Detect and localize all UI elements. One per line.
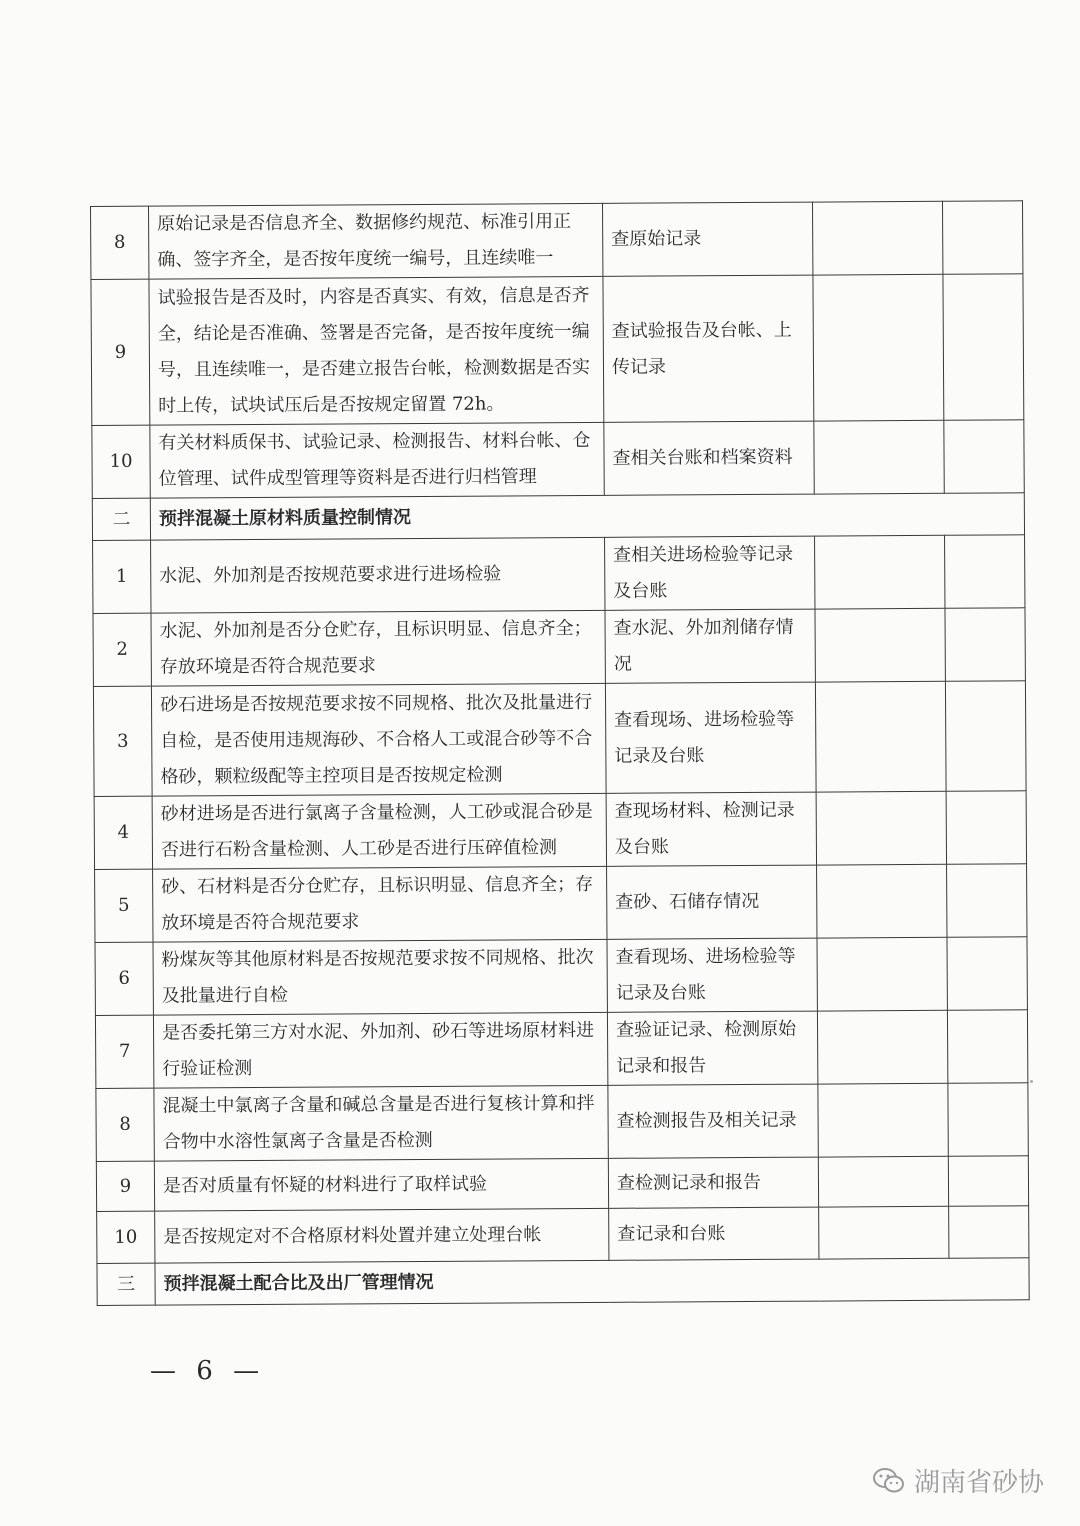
result-cell	[813, 274, 944, 421]
row-number: 三	[97, 1263, 155, 1305]
result-cell	[817, 864, 947, 938]
result-cell	[815, 681, 946, 792]
remark-cell	[947, 937, 1027, 1010]
result-cell	[817, 937, 947, 1011]
inspection-item: 粉煤灰等其他原材料是否按规范要求按不同规格、批次及批量进行自检	[153, 939, 607, 1015]
row-number: 8	[96, 1088, 154, 1161]
result-cell	[818, 1083, 948, 1157]
row-number: 10	[97, 1211, 155, 1263]
inspection-method: 查现场材料、检测记录及台账	[606, 792, 816, 866]
result-cell	[816, 791, 946, 865]
table-row	[96, 1156, 1028, 1212]
result-cell	[812, 201, 942, 275]
remark-cell	[946, 791, 1026, 864]
table-row	[95, 1010, 1027, 1089]
result-cell	[817, 1010, 947, 1084]
inspection-item: 试验报告是否及时，内容是否真实、有效，信息是否齐全，结论是否准确、签署是否完备，是否按年度统一编号，且连续唯一，是否建立报告台帐，检测数据是否实时上传，试块试压后是否按规定留置 72h。	[149, 276, 604, 425]
result-cell	[814, 420, 944, 494]
inspection-item: 水泥、外加剂是否按规范要求进行进场检验	[151, 537, 605, 613]
table-row	[97, 1206, 1029, 1264]
inspection-item: 有关材料质保书、试验记录、检测报告、材料台帐、仓位管理、试件成型管理等资料是否进行归档管理	[150, 422, 604, 498]
row-number: 7	[95, 1015, 153, 1088]
inspection-item: 是否委托第三方对水泥、外加剂、砂石等进场原材料进行验证检测	[153, 1012, 607, 1088]
inspection-method: 查水泥、外加剂储存情况	[605, 609, 815, 683]
table-row	[96, 1083, 1028, 1162]
row-number: 9	[91, 279, 150, 425]
row-number: 1	[93, 540, 151, 613]
remark-cell	[949, 1206, 1029, 1258]
inspection-item: 原始记录是否信息齐全、数据修约规范、标准引用正确、签字齐全，是否按年度统一编号，且连续唯一	[149, 203, 603, 279]
inspection-method: 查看现场、进场检验等记录及台账	[605, 682, 816, 793]
inspection-method: 查记录和台账	[609, 1207, 819, 1260]
page-number: — 6 —	[150, 1356, 266, 1386]
table-row	[91, 201, 1023, 280]
remark-cell	[942, 201, 1022, 274]
inspection-item: 砂石进场是否按规范要求按不同规格、批次及批量进行自检，是否使用违规海砂、不合格人工或混合砂等不合格砂，颗粒级配等主控项目是否按规定检测	[151, 683, 606, 796]
remark-cell	[944, 420, 1024, 493]
inspection-method: 查相关台账和档案资料	[604, 421, 814, 495]
result-cell	[819, 1206, 949, 1259]
inspection-item: 混凝土中氯离子含量和碱总含量是否进行复核计算和拌合物中水溶性氯离子含量是否检测	[154, 1085, 608, 1161]
watermark-text: 湖南省砂协	[914, 1468, 1045, 1498]
inspection-item: 砂、石材料是否分仓贮存，且标识明显、信息齐全；存放环境是否符合规范要求	[153, 866, 607, 942]
section-title: 预拌混凝土配合比及出厂管理情况	[155, 1258, 1029, 1305]
result-cell	[818, 1156, 948, 1207]
inspection-item: 是否按规定对不合格原材料处置并建立处理台帐	[155, 1208, 609, 1263]
row-number: 9	[96, 1161, 154, 1211]
table-row	[95, 864, 1027, 943]
inspection-method: 查验证记录、检测原始记录和报告	[607, 1011, 817, 1085]
watermark	[872, 1462, 1044, 1499]
inspection-method: 查相关进场检验等记录及台账	[605, 536, 815, 610]
checklist-table	[90, 200, 1030, 1306]
table-row	[92, 420, 1024, 499]
row-number: 4	[94, 796, 152, 869]
table-row	[93, 608, 1025, 687]
remark-cell	[945, 535, 1025, 608]
wechat-icon	[872, 1467, 906, 1495]
remark-cell	[943, 274, 1024, 420]
remark-cell	[947, 1010, 1027, 1083]
inspection-method: 查检测记录和报告	[608, 1157, 818, 1208]
table-row	[91, 274, 1024, 426]
row-number: 5	[95, 869, 153, 942]
table-row	[94, 791, 1026, 870]
row-number: 8	[91, 206, 149, 279]
remark-cell	[948, 1156, 1028, 1206]
remark-cell	[948, 1083, 1028, 1156]
inspection-method: 查砂、石储存情况	[607, 865, 817, 939]
inspection-item: 水泥、外加剂是否分仓贮存，且标识明显、信息齐全；存放环境是否符合规范要求	[151, 610, 605, 686]
row-number: 3	[93, 686, 152, 796]
table-row	[93, 535, 1025, 614]
result-cell	[815, 608, 945, 682]
remark-cell	[945, 608, 1025, 681]
inspection-method: 查看现场、进场检验等记录及台账	[607, 938, 817, 1012]
section-row	[97, 1258, 1029, 1306]
table-row	[93, 681, 1026, 797]
section-title: 预拌混凝土原材料质量控制情况	[150, 493, 1024, 540]
inspection-method: 查试验报告及台帐、上传记录	[603, 275, 814, 422]
row-number: 2	[93, 613, 151, 686]
inspection-method: 查检测报告及相关记录	[608, 1084, 818, 1158]
section-row	[92, 493, 1024, 541]
inspection-method: 查原始记录	[602, 202, 812, 276]
row-number: 二	[92, 498, 150, 540]
table-row	[95, 937, 1027, 1016]
inspection-item: 砂材进场是否进行氯离子含量检测，人工砂或混合砂是否进行石粉含量检测、人工砂是否进行压碎值检测	[152, 793, 606, 869]
result-cell	[815, 535, 945, 609]
remark-cell	[945, 681, 1026, 791]
row-number: 6	[95, 942, 153, 1015]
remark-cell	[947, 864, 1027, 937]
inspection-item: 是否对质量有怀疑的材料进行了取样试验	[154, 1158, 608, 1211]
scan-speck	[1030, 1080, 1033, 1083]
row-number: 10	[92, 425, 150, 498]
